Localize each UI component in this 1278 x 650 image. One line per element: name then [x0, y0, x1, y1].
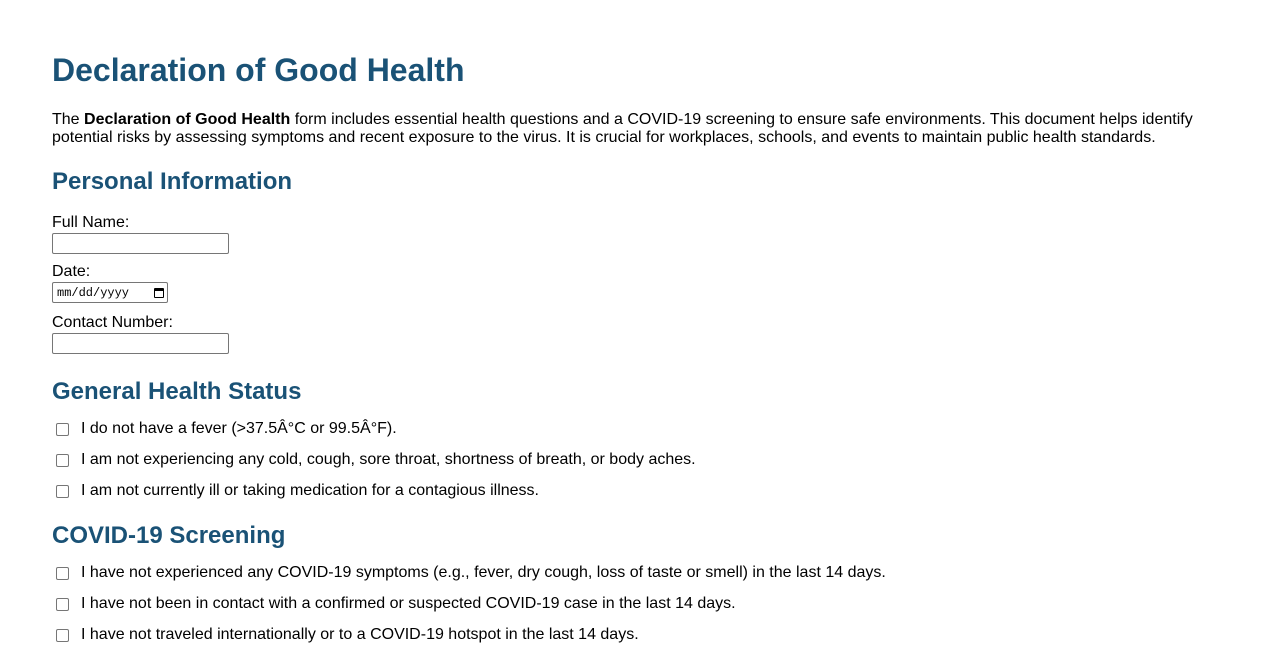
checklist-item[interactable]: [52, 564, 1226, 582]
covid-screening-heading: COVID-19 Screening: [52, 522, 286, 549]
date-placeholder: mm/dd/yyyy: [57, 285, 130, 300]
checklist-item[interactable]: [52, 451, 1226, 469]
illness-checkbox[interactable]: [56, 485, 69, 498]
checklist-item[interactable]: [52, 626, 1226, 644]
general-health-heading: General Health Status: [52, 378, 302, 405]
intro-prefix: The: [52, 111, 85, 128]
intro-paragraph: [52, 111, 1212, 147]
contact-number-label: Contact Number:: [52, 314, 173, 331]
calendar-icon[interactable]: [154, 288, 164, 298]
checklist-item[interactable]: [52, 595, 1226, 613]
contact-number-field[interactable]: [52, 333, 229, 354]
intro-bold: Declaration of Good Health: [84, 111, 291, 128]
covid-contact-checkbox[interactable]: [56, 598, 69, 611]
checklist-item-label: I am not currently ill or taking medication for a contagious illness.: [81, 482, 539, 499]
date-label: Date:: [52, 263, 91, 280]
page-title: Declaration of Good Health: [52, 52, 465, 88]
fever-checkbox[interactable]: [56, 423, 69, 436]
covid-screening-checklist: [52, 564, 1226, 644]
general-health-checklist: [52, 420, 1226, 500]
personal-info-heading: Personal Information: [52, 168, 293, 195]
intro-rest: form includes essential health questions and a COVID-19 screening to ensure safe environments. This document helps identify potential risks by assessing symptoms and recent exposure to the virus. It is crucial for workplaces, schools, and events to maintain public health standards.: [52, 111, 1193, 146]
checklist-item-label: I have not traveled internationally or to a COVID-19 hotspot in the last 14 days.: [81, 626, 639, 643]
full-name-field[interactable]: [52, 233, 229, 254]
covid-symptoms-checkbox[interactable]: [56, 567, 69, 580]
covid-travel-checkbox[interactable]: [56, 629, 69, 642]
checklist-item-label: I have not been in contact with a confirmed or suspected COVID-19 case in the last 14 days.: [81, 595, 736, 612]
checklist-item[interactable]: [52, 482, 1226, 500]
checklist-item-label: I do not have a fever (>37.5Â°C or 99.5Â°F).: [81, 420, 397, 437]
full-name-label: Full Name:: [52, 214, 130, 231]
checklist-item[interactable]: [52, 420, 1226, 438]
date-field[interactable]: [52, 282, 168, 303]
symptoms-checkbox[interactable]: [56, 454, 69, 467]
checklist-item-label: I am not experiencing any cold, cough, sore throat, shortness of breath, or body aches.: [81, 451, 696, 468]
checklist-item-label: I have not experienced any COVID-19 symptoms (e.g., fever, dry cough, loss of taste or smell) in the last 14 days.: [81, 564, 886, 581]
